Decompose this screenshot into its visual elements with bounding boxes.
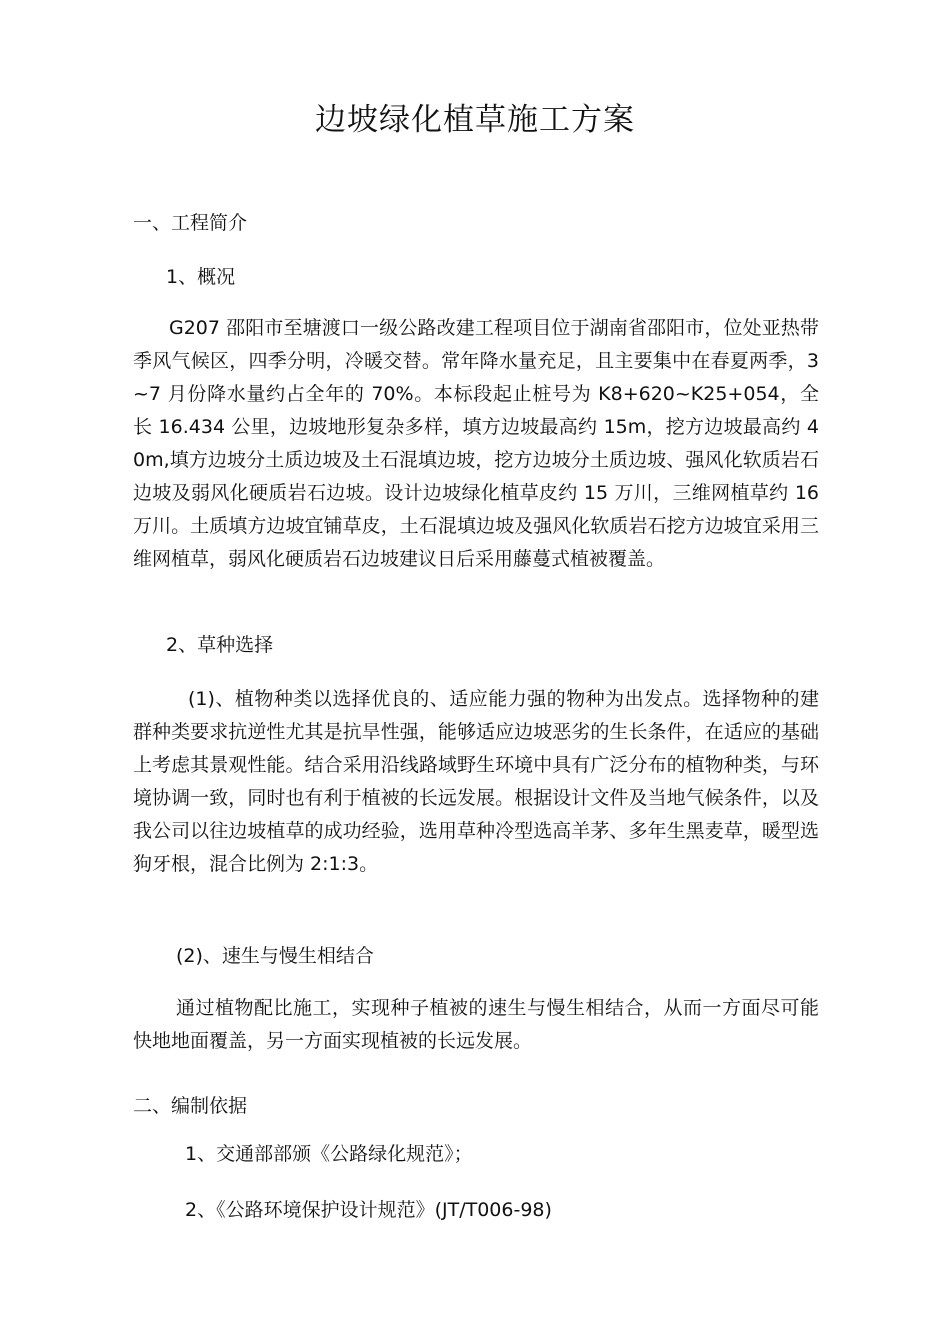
section1-heading: 一、工程简介: [133, 212, 248, 234]
reference-item: 2、《公路环境保护设计规范》(JT/T006-98): [185, 1199, 552, 1221]
document-title: 边坡绿化植草施工方案: [315, 102, 635, 138]
section2-heading: 二、编制依据: [133, 1095, 248, 1117]
subsection-overview-heading: 1、概况: [166, 266, 236, 288]
grass-selection-item2-heading: (2)、速生与慢生相结合: [176, 945, 374, 967]
reference-item: 1、交通部部颁《公路绿化规范》；: [185, 1143, 473, 1165]
subsection-grass-selection-heading: 2、草种选择: [166, 634, 274, 656]
overview-paragraph: G207 邵阳市至塘渡口一级公路改建工程项目位于湖南省邵阳市，位处亚热带季风气候区，四季分明，冷暖交替。常年降水量充足，且主要集中在春夏两季，3~7 月份降水量约占全年的 70%。本标段起止桩号为 K8+620~K25+054，全长 16.434 公里，边坡地形复杂多样，填方边坡最高约 15m，挖方边坡最高约 40m,填方边坡分土质边坡及土石混填边坡，挖方边坡分土质边坡、强风化软质岩石边坡及弱风化硬质岩石边坡。设计边坡绿化植草皮约 15 万川，三维网植草约 16 万川。土质填方边坡宜铺草皮，土石混填边坡及强风化软质岩石挖方边坡宜采用三维网植草，弱风化硬质岩石边坡建议日后采用藤蔓式植被覆盖。: [133, 317, 819, 570]
grass-selection-item2-paragraph: 通过植物配比施工，实现种子植被的速生与慢生相结合，从而一方面尽可能快地地面覆盖，另一方面实现植被的长远发展。: [133, 997, 819, 1052]
grass-selection-item1-paragraph: (1)、植物种类以选择优良的、适应能力强的物种为出发点。选择物种的建群种类要求抗逆性尤其是抗旱性强，能够适应边坡恶劣的生长条件，在适应的基础上考虑其景观性能。结合采用沿线路域野生环境中具有广泛分布的植物种类，与环境协调一致，同时也有利于植被的长远发展。根据设计文件及当地气候条件，以及我公司以往边坡植草的成功经验，选用草种冷型选高羊茅、多年生黑麦草，暖型选狗牙根，混合比例为 2:1:3。: [133, 688, 819, 875]
